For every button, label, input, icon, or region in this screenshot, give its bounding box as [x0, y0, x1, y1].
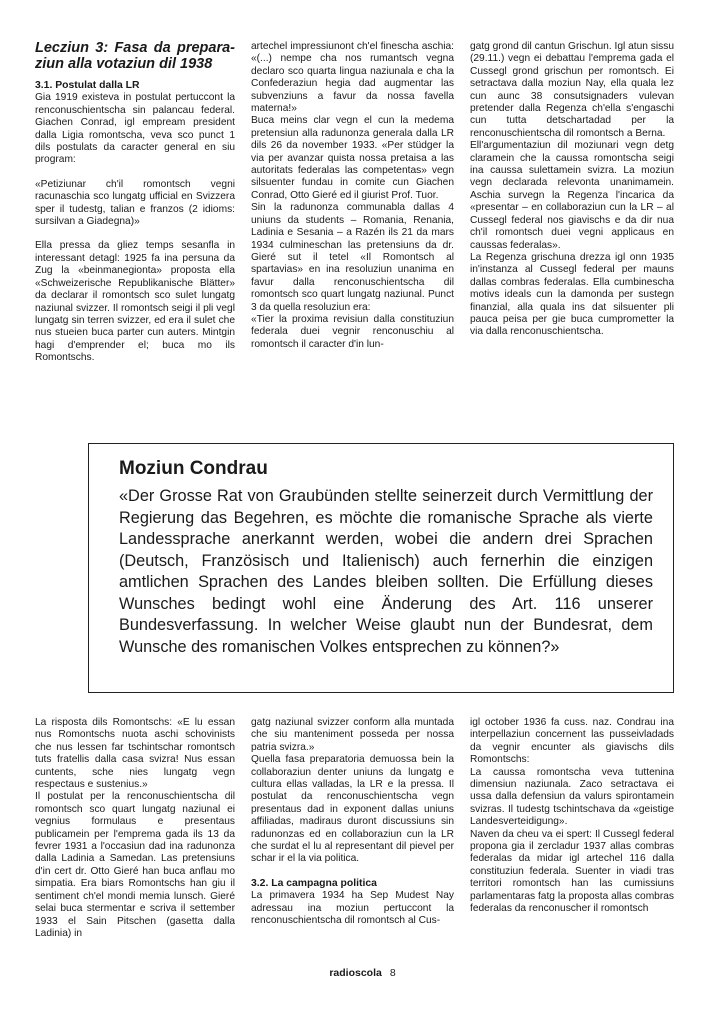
paragraph: Quella fasa preparatoria demuossa bein la collaboraziun denter uniuns da lungatg e cultura ellas valladas, la LR e la pressa. Il postulat da renconuschientscha vegn presentaus dad in exponent dallas uniuns affiliadas, madiraus duront discussiuns sin radunonzas ed en collaboraziun cun la LR che surdat el lu al representant dil pievel per schar ir el la via politica.	[251, 754, 454, 865]
paragraph: igl october 1936 fa cuss. naz. Condrau ina interpellaziun concernent las pusseivladads da vegnir encunter als giavischs dils Romontschs:	[470, 717, 674, 766]
paragraph: «Tier la proxima revisiun dalla constituziun federala duei vegnir renconuschiu al romontsch il caracter d'in lun-	[251, 313, 454, 350]
paragraph: Il postulat per la renconuschientscha dil romontsch sco quart lungatg naziunal ei vegnius formulaus e presentaus publicamein per l'emprema gada ils 13 da fevrer 1931 a l'occasiun dad ina radunonza dalla Ladinia a Samedan. Las pretensiuns d'in cert dr. Otto Gieré han buca anflau mo simpatia. Era biars Romontschs han giu il sentiment ch'el mondi memia lunsch. Gieré selai buca stermentar e scriva il settember 1933 el Sain Pitschen (gasetta dalla Ladinia) in	[35, 791, 235, 939]
paragraph: La caussa romontscha veva tuttenina dimensiun naziunala. Zaco setractava ei ussa dalla defensiun da valurs spirontamein svizras. Il tudestg tschintschava da «geistige Landesverteidigung».	[470, 766, 674, 828]
page-number: 8	[389, 967, 396, 979]
article-column-4	[35, 717, 235, 940]
paragraph: La Regenza grischuna drezza igl onn 1935 in'instanza al Cussegl federal per mauns dallas combras federalas. Ella cumbinescha motivs ideals cun la damonda per sustegn finanzial, alla quala ins dat silsuenter pli pauca peisa per gie buca cumprometter la via dalla renconuschientscha.	[470, 251, 674, 338]
paragraph: gatg naziunal svizzer conform alla muntada che siu manteniment posseda per nossa patria svizra.»	[251, 717, 454, 753]
article-column-1	[35, 41, 235, 377]
box-title: Moziun Condrau	[119, 458, 268, 479]
paragraph: Ella pressa da gliez temps sesanfla in interessant detagl: 1925 fa ina persuna da Zug la «beinmanegionta» proposta ella «Schweizerische Republikanische Blätter» da declarar il romontsch sco sulet lungatg naziunal svizzer. Il romontsch seigi il pli vegl lungatg sin terren svizzer, ed era il sulet che nus stueien buca parter cun auters. Mintgin hagi d'emprender el; buca mo ils Romontschs.	[35, 240, 235, 364]
paragraph: Naven da cheu va ei spert: Il Cussegl federal propona gia il zercladur 1937 allas combras federalas da midar igl artechel 116 dalla constituziun federala. Suenter in viadi tras territori romontsch han las cumissiuns parlamentaras fatg la proposta allas combras federalas da renconuscher il romontsch	[470, 828, 674, 915]
paragraph: La primavera 1934 ha Sep Mudest Nay adressau ina moziun pertuccont la renconuschientscha dil romontsch al Cus-	[251, 890, 454, 927]
section-heading-3-1: 3.1. Postulat dalla LR	[35, 80, 140, 91]
paragraph: Gia 1919 existeva in postulat pertuccont la renconuschientscha sin palancau federal. Giachen Conrad, igl empream president dalla Ligia romontscha, veva sco punct 1 dils postulats da caracter general en siu program:	[35, 92, 235, 166]
article-column-6	[470, 717, 674, 916]
section-heading-3-2: 3.2. La campagna politica	[251, 877, 377, 889]
article-column-3	[470, 41, 674, 339]
paragraph: gatg grond dil cantun Grischun. Igl atun sissu (29.11.) vegn ei debattau l'emprema gada el Cussegl grond grischun per romontsch. Ei setractava dalla moziun Nay, ella quala lez cun aunc 38 consutsignaders vulevan pretender dalla Regenza ch'ella s'engaschi cun tutta detschartadad per la renconuschientscha dil romontsch a Berna.	[470, 41, 674, 139]
article-title: Lecziun 3: Fasa da prepara-ziun alla votaziun dil 1938	[35, 40, 235, 72]
paragraph: Sin la radunonza communabla dallas 4 uniuns da students – Romania, Renania, Ladinia e Sesania – a Razén ils 21 da mars 1934 culmineschan las pretensiuns da dr. Gieré sut il tetel «Il Romontsch al spartavias» en ina resoluziun unanima en favur dalla renconuschientscha dil romontsch sco quart lungatg naziunal. Punct 3 da quella resoluziun era:	[251, 202, 454, 313]
paragraph: Buca meins clar vegn el cun la medema pretensiun alla radunonza generala dalla LR dils 26 da november 1933. «Per stüdger la via per avanzar quista nossa pretaisa a las autoritats federalas las competentas» vegn silsuenter fundau in comite cun Giachen Conrad, Otto Gieré ed il giurist Prof. Tuor.	[251, 115, 454, 201]
quote-paragraph: «Petiziunar ch'il romontsch vegni racunaschia sco lungatg ufficial en Svizzera sper il tudestg, talian e franzos (2 idioms: sursilvan a Giadegna)»	[35, 178, 235, 228]
article-column-2	[251, 41, 454, 351]
paragraph: La risposta dils Romontschs: «E lu essan nus Romontschs nuota aschi schovinists che nus lessen far tschintschar romontsch tuts fratellis dalla casa svizra! Nus essan cuntents, sche nies lungatg vegn respectaus e sustenius.»	[35, 717, 235, 791]
box-quote-text: «Der Grosse Rat von Graubünden stellte seinerzeit durch Vermittlung der Regierung das Begehren, es möchte die romanische Sprache als vierte Landessprache anerkannt werden, wobei die andern drei Sprachen (Deutsch, Französisch und Italienisch) auch fernerhin die einzigen amtlichen Sprachen des Landes bleiben sollten. Die Erfüllung dieses Wunsches bedingt wohl eine Änderung des Art. 116 unserer Bundesverfassung. In welcher Weise glaubt nun der Bundesrat, dem Wunsche des romanischen Volkes entsprechen zu können?»	[119, 487, 653, 656]
moziun-condrau-box	[88, 443, 674, 693]
article-column-5	[251, 717, 454, 928]
page-footer	[0, 967, 725, 979]
publication-name: radioscola	[329, 967, 382, 979]
paragraph: artechel impressiunont ch'el finescha aschia: «(...) nempe cha nos rumantsch vegna declaro sco quarta lingua naziunala e cha la Confederaziun hegia dad augmentar las subvenziuns a favur da nossa favella materna!»	[251, 41, 454, 115]
paragraph: Ell'argumentaziun dil moziunari vegn detg claramein che la caussa romontscha seigi ina caussa sulettamein svizra. La moziun vegn declarada relevonta unanimamein. Aschia survegn la Regenza l'incarica da «presentar – en collaboraziun cun la LR – al Cussegl federal nos giavischs e da dir nua ch'il romontsch duei vegni applicaus en caussas federalas».	[470, 140, 674, 251]
